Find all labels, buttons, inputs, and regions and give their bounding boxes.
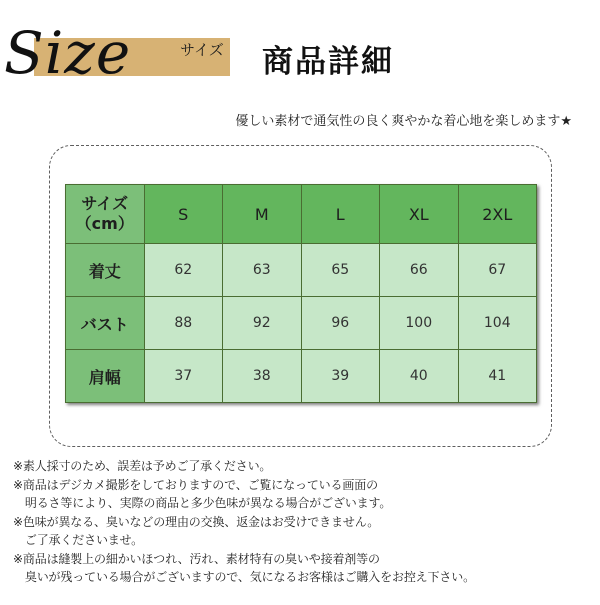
table-cell: 100 bbox=[380, 297, 459, 350]
note-line: ※素人採寸のため、誤差は予めご了承ください。 bbox=[13, 459, 272, 473]
table-cell: 37 bbox=[144, 350, 223, 403]
table-cell: 63 bbox=[223, 244, 302, 297]
note-line: 臭いが残っている場合がございますので、気になるお客様はご購入をお控え下さい。 bbox=[13, 570, 475, 584]
size-table bbox=[65, 184, 537, 403]
table-cell: 39 bbox=[301, 350, 380, 403]
row-label: 着丈 bbox=[66, 244, 145, 297]
table-row bbox=[66, 350, 537, 403]
note-line: ※色味が異なる、臭いなどの理由の交換、返金はお受けできません。 bbox=[13, 514, 380, 529]
table-cell: 92 bbox=[223, 297, 302, 350]
row-label: 肩幅 bbox=[66, 350, 145, 403]
table-cell: 96 bbox=[301, 297, 380, 350]
note-line: ※商品はデジカメ撮影をしておりますので、ご覧になっている画面の bbox=[13, 477, 378, 492]
note-line: ご了承くださいませ。 bbox=[13, 533, 143, 547]
size-kana-label: サイズ bbox=[180, 41, 224, 59]
table-row bbox=[66, 297, 537, 350]
table-cell: 67 bbox=[458, 244, 537, 297]
size-column-header: S bbox=[144, 185, 223, 244]
size-column-header: L bbox=[301, 185, 380, 244]
table-cell: 41 bbox=[458, 350, 537, 403]
size-header-label: サイズ bbox=[81, 194, 129, 213]
row-label: バスト bbox=[66, 297, 145, 350]
size-column-header: M bbox=[223, 185, 302, 244]
table-cell: 65 bbox=[301, 244, 380, 297]
unit-label: （cm） bbox=[75, 214, 134, 233]
table-cell: 40 bbox=[380, 350, 459, 403]
product-description: 優しい素材で通気性の良く爽やかな着心地を楽しめます★ bbox=[235, 114, 572, 129]
page-title: 商品詳細 bbox=[262, 44, 394, 80]
size-header-cell bbox=[66, 185, 145, 244]
size-column-header: XL bbox=[380, 185, 459, 244]
size-script-heading: Size bbox=[4, 19, 132, 87]
size-column-header: 2XL bbox=[458, 185, 537, 244]
notes-section bbox=[13, 457, 598, 587]
table-row bbox=[66, 244, 537, 297]
table-cell: 66 bbox=[380, 244, 459, 297]
table-cell: 88 bbox=[144, 297, 223, 350]
note-line: ※商品は縫製上の細かいほつれ、汚れ、素材特有の臭いや接着剤等の bbox=[13, 551, 380, 566]
table-cell: 62 bbox=[144, 244, 223, 297]
table-cell: 104 bbox=[458, 297, 537, 350]
table-cell: 38 bbox=[223, 350, 302, 403]
table-header-row bbox=[66, 185, 537, 244]
note-line: 明るさ等により、実際の商品と多少色味が異なる場合がございます。 bbox=[13, 496, 392, 510]
